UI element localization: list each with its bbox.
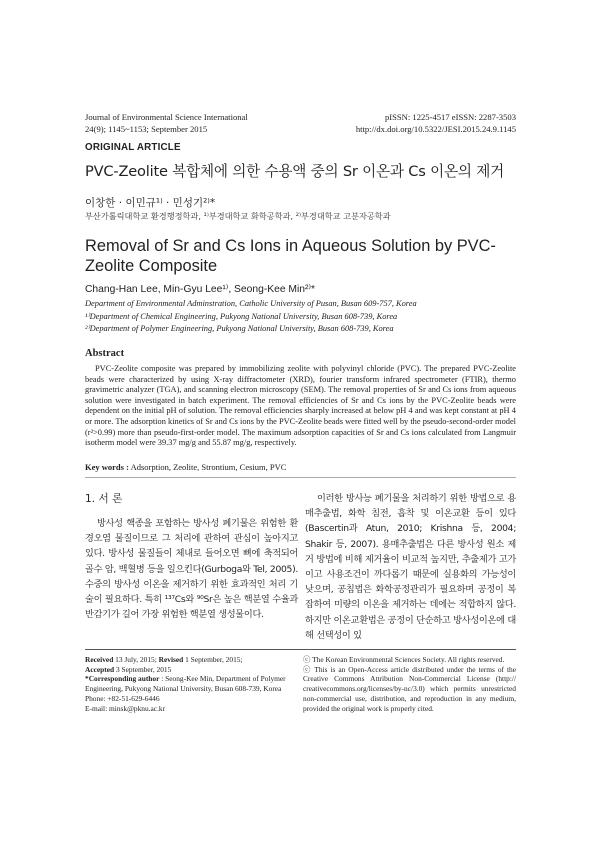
journal-header-right — [356, 111, 516, 135]
dates — [85, 655, 295, 665]
abstract-text: PVC-Zeolite composite was prepared by immobilizing zeolite with polyvinyl chloride (PVC). The prepared PVC-Zeolite beads were characterized by using X-ray diffractometer (XRD), fourier transform infrared spectrometer (FTIR), thermo gravimetric analyzer (TGA), and scanning electron microscopy (SEM). The removal properties of Sr and Cs ions from aqueous solution were investigated in batch experiment. The removal efficiencies of Sr and Cs ions by the PVC-Zeolite beads were dependent on the initial pH of solution. The removal efficiencies sharply increased at below pH 4 and was kept constant at pH 4 or more. The adsorption kinetics of Sr and Cs ions by the PVC-Zeolite beads were fitted well by the pseudo-second-order model (r²>0.99) more than pseudo-first-order model. The maximum adsorption capacities of Sr and Cs ions calculated from Langmuir isotherm model were 39.37 mg/g and 55.87 mg/g, respectively. — [85, 364, 516, 448]
english-authors: Chang-Han Lee, Min-Gyu Lee¹⁾, Seong-Kee Min²⁾* — [85, 284, 315, 295]
corresponding-text: : Seong-Kee Min, Department of Polymer Engineering, Pukyong National University, Busan 608-739, Korea — [85, 674, 286, 694]
phone: Phone: +82-51-629-6446 — [85, 693, 160, 703]
accepted-date: 3 September, 2015 — [114, 664, 172, 674]
journal-name: Journal of Environmental Science International — [85, 112, 248, 122]
body-text-right: 이러한 방사능 폐기물을 처리하기 위한 방법으로 용매추출법, 화학 침전, 흡착 및 이온교환 등이 있다 (Bascertin과 Atun, 2010; Krishna 등, 2004; Shakir 등, 2007). 용매추출법은 다른 방사성 원소 제거 방법에 비해 제거율이 비교적 높지만, 추출제가 고가이고 사용조건이 까다롭기 때문에 실용화의 가능성이 낮으며, 공침법은 화학공정관리가 필요하며 공정이 복잡하여 미량의 이온을 제거하는 데에는 적합하지 않다. 하지만 이온교환법은 공정이 단순하고 방사성이온에 대해 선택성이 있 — [305, 493, 516, 641]
footnote-left — [85, 655, 295, 713]
footnote-divider — [85, 649, 516, 650]
copyright: ⓒ The Korean Environmental Sciences Society. All rights reserved. — [303, 655, 505, 664]
abstract-heading: Abstract — [85, 348, 125, 359]
accepted — [85, 665, 295, 675]
affiliation-3: ²⁾Department of Polymer Engineering, Pukyong National University, Busan 608-739, Korea — [85, 324, 394, 333]
korean-title: PVC-Zeolite 복합체에 의한 수용액 중의 Sr 이온과 Cs 이온의 제거 — [85, 163, 505, 180]
affiliation-2: ¹⁾Department of Chemical Engineering, Pukyong National University, Busan 608-739, Korea — [85, 312, 398, 321]
affiliation-1: Department of Environmental Adminstration, Catholic University of Pusan, Busan 609-757, Korea — [85, 299, 417, 308]
article-type: ORIGINAL ARTICLE — [85, 142, 181, 153]
footnote-right — [303, 655, 516, 713]
keywords-list: Adsorption, Zeolite, Strontium, Cesium, PVC — [128, 462, 287, 472]
license: ⓒ This is an Open-Access article distributed under the terms of the Creative Commons Attribution Non-Commercial License (http:// creativecommons.org/licenses/by-nc/3.0) which permits unrestricted non-commercial use, distribution, and reproduction in any medium, provided the original work is properly cited. — [303, 664, 516, 713]
keywords — [85, 462, 286, 472]
korean-authors: 이창한 · 이민규¹⁾ · 민성기²⁾* — [85, 197, 216, 209]
section-heading: 1. 서 론 — [85, 493, 123, 505]
keywords-divider — [85, 477, 516, 478]
accepted-label: Accepted — [85, 664, 115, 674]
corresponding-author — [85, 674, 295, 693]
korean-affiliations: 부산가톨릭대학교 환경행정학과, ¹⁾부경대학교 화학공학과, ²⁾부경대학교 고분자공학과 — [85, 211, 391, 221]
english-title: Removal of Sr and Cs Ions in Aqueous Solution by PVC-Zeolite Composite — [85, 237, 496, 275]
keywords-label: Key words : — [85, 462, 129, 472]
email-link[interactable]: E-mail: minsk@pknu.ac.kr — [85, 703, 166, 713]
revised-label: Revised — [158, 655, 184, 664]
journal-header-left — [85, 111, 248, 135]
issn: pISSN: 1225-4517 eISSN: 2287-3503 — [384, 112, 516, 122]
doi-link[interactable]: http://dx.doi.org/10.5322/JESI.2015.24.9.1145 — [355, 124, 516, 134]
received-date: 13 July, 2015; — [113, 655, 159, 664]
corresponding-label: *Corresponding author — [85, 674, 160, 684]
journal-issue: 24(9); 1145~1153; September 2015 — [85, 124, 208, 134]
revised-date: 1 September, 2015; — [183, 655, 243, 664]
received-label: Received — [85, 655, 114, 664]
body-text-left: 방사성 핵종을 포함하는 방사성 폐기물은 위험한 환경오염 물질이므로 그 처리에 관하여 관심이 높아지고 있다. 방사성 물질들이 체내로 들어오면 뼈에 축적되어 골수 암, 백혈병 등을 일으킨다(Gurboga와 Tel, 2005). 수중의 방사성 이온을 제거하기 위한 효과적인 처리 기술이 필요하다. 특히 ¹³⁷Cs와 ⁹⁰Sr은 높은 핵분열 수율과 반감기가 길어 가장 위험한 핵분열 생성물이다. — [85, 518, 298, 621]
